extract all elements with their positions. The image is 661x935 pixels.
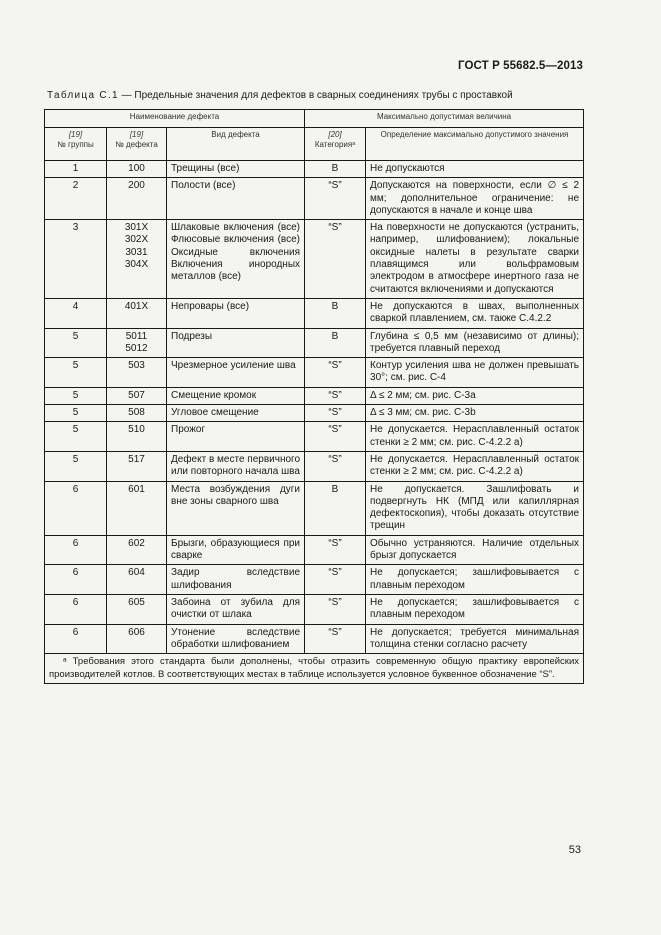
defect-code: 5012 (125, 342, 148, 354)
cell-defect-type: Забоина от зубила для очистки от шлака (167, 594, 305, 624)
group-header-max-value: Максимально допустимая величина (305, 110, 584, 128)
standard-code: ГОСТ Р 55682.5—2013 (458, 60, 583, 72)
defect-code: 508 (128, 407, 145, 419)
cell-defect-codes (107, 422, 167, 452)
cell-defect-type: Дефект в месте первичного или повторного начала шва (167, 451, 305, 481)
defect-code: 5011 (125, 330, 148, 342)
cell-defect-type: Шлаковые включения (все) Флюсовые включения (все) Оксидные включения Включения инородных металлов (все) (167, 220, 305, 299)
defect-code: 302X (124, 234, 149, 246)
table-row (45, 178, 584, 220)
col-header-category-label: Категорияᵃ (314, 140, 356, 149)
table-row (45, 358, 584, 388)
cell-group-number: 5 (45, 405, 107, 422)
cell-requirement: Не допускается. Нерасплавленный остаток стенки ≥ 2 мм; см. рис. С-4.2.2 а) (366, 422, 584, 452)
cell-group-number: 6 (45, 535, 107, 565)
col-header-group-ref: [19] (68, 130, 83, 139)
cell-defect-codes (107, 161, 167, 178)
cell-requirement: Не допускается. Нерасплавленный остаток стенки ≥ 2 мм; см. рис. С-4.2.2 а) (366, 451, 584, 481)
cell-requirement: Δ ≤ 2 мм; см. рис. С-3а (366, 387, 584, 404)
defect-code: 3031 (125, 246, 148, 258)
cell-requirement: Обычно устраняются. Наличие отдельных брызг допускается (366, 535, 584, 565)
cell-requirement: Не допускаются (366, 161, 584, 178)
table-row (45, 220, 584, 299)
col-header-category (305, 128, 366, 161)
cell-group-number: 5 (45, 328, 107, 358)
cell-defect-type: Трещины (все) (167, 161, 305, 178)
table-row (45, 298, 584, 328)
cell-group-number: 5 (45, 387, 107, 404)
col-header-group-label: № группы (57, 140, 94, 149)
cell-category: B (305, 481, 366, 535)
table-caption-lead: Таблица С.1 (47, 90, 119, 101)
cell-defect-codes (107, 220, 167, 299)
table-row (45, 387, 584, 404)
cell-requirement: На поверхности не допускаются (устранить, например, шлифованием); локальные оксидные налеты в результате сварки плавящимся или вольфрамовым электродом в атмосфере инертного газа не считаются включениями и допускаются (366, 220, 584, 299)
cell-defect-codes (107, 405, 167, 422)
defect-code: 605 (128, 596, 145, 608)
cell-defect-codes (107, 481, 167, 535)
table-caption (47, 90, 513, 101)
cell-category: “S” (305, 220, 366, 299)
table-row (45, 451, 584, 481)
cell-category: B (305, 161, 366, 178)
cell-requirement: Δ ≤ 3 мм; см. рис. С-3b (366, 405, 584, 422)
cell-requirement: Не допускается. Зашлифовать и подвергнуть НК (МПД или капиллярная дефектоскопия), чтобы доказать отсутствие трещин (366, 481, 584, 535)
table-row (45, 328, 584, 358)
cell-requirement: Не допускаются в швах, выполненных сваркой плавлением, см. также С.4.2.2 (366, 298, 584, 328)
cell-defect-type: Чрезмерное усиление шва (167, 358, 305, 388)
cell-category: “S” (305, 405, 366, 422)
group-header-row (45, 110, 584, 128)
defect-code: 503 (128, 360, 145, 372)
cell-group-number: 6 (45, 565, 107, 595)
cell-category: B (305, 328, 366, 358)
cell-category: “S” (305, 178, 366, 220)
cell-group-number: 6 (45, 594, 107, 624)
defect-code: 401X (124, 300, 149, 312)
defect-code: 601 (128, 483, 145, 495)
cell-group-number: 4 (45, 298, 107, 328)
cell-defect-codes (107, 328, 167, 358)
cell-defect-type: Брызги, образующиеся при сварке (167, 535, 305, 565)
cell-defect-codes (107, 565, 167, 595)
cell-defect-type: Непровары (все) (167, 298, 305, 328)
footnote-row (45, 654, 584, 684)
table-row (45, 535, 584, 565)
defect-code: 200 (128, 180, 145, 192)
cell-group-number: 5 (45, 358, 107, 388)
group-header-defect-name: Наименование дефекта (45, 110, 305, 128)
cell-group-number: 5 (45, 451, 107, 481)
cell-requirement: Не допускается; зашлифовывается с плавным переходом (366, 565, 584, 595)
cell-defect-codes (107, 358, 167, 388)
cell-defect-type: Подрезы (167, 328, 305, 358)
defect-code: 606 (128, 626, 145, 638)
cell-group-number: 3 (45, 220, 107, 299)
cell-defect-type: Утонение вследствие обработки шлифованием (167, 624, 305, 654)
defect-code: 301X (124, 222, 149, 234)
cell-defect-codes (107, 387, 167, 404)
cell-requirement: Не допускается; зашлифовывается с плавным переходом (366, 594, 584, 624)
cell-defect-type: Полости (все) (167, 178, 305, 220)
cell-defect-codes (107, 298, 167, 328)
cell-defect-codes (107, 178, 167, 220)
table-footnote (45, 654, 584, 684)
defect-code: 100 (128, 163, 145, 174)
table-row (45, 481, 584, 535)
cell-category: “S” (305, 594, 366, 624)
cell-defect-type: Места возбуждения дуги вне зоны сварного шва (167, 481, 305, 535)
cell-category: “S” (305, 358, 366, 388)
cell-requirement: Не допускается; требуется минимальная толщина стенки согласно расчету (366, 624, 584, 654)
table-row (45, 405, 584, 422)
table-row (45, 422, 584, 452)
cell-group-number: 5 (45, 422, 107, 452)
cell-group-number: 6 (45, 624, 107, 654)
defect-code: 507 (128, 389, 145, 401)
cell-group-number: 2 (45, 178, 107, 220)
defect-code: 510 (128, 424, 145, 436)
table-row (45, 565, 584, 595)
cell-category: “S” (305, 422, 366, 452)
col-header-code (107, 128, 167, 161)
cell-defect-type: Задир вследствие шлифования (167, 565, 305, 595)
defect-code: 517 (128, 453, 145, 465)
col-header-type: Вид дефекта (167, 128, 305, 161)
cell-defect-type: Смещение кромок (167, 387, 305, 404)
cell-defect-type: Угловое смещение (167, 405, 305, 422)
cell-group-number: 6 (45, 481, 107, 535)
defect-code: 604 (128, 567, 145, 579)
col-header-code-label: № дефекта (115, 140, 158, 149)
page-number: 53 (568, 844, 581, 856)
cell-category: “S” (305, 565, 366, 595)
defects-table (44, 109, 584, 684)
cell-group-number: 1 (45, 161, 107, 178)
cell-category: “S” (305, 624, 366, 654)
table-row (45, 161, 584, 178)
cell-defect-codes (107, 535, 167, 565)
cell-category: B (305, 298, 366, 328)
defect-code: 304X (124, 259, 149, 271)
footnote-text: ᵃ Требования этого стандарта были дополнены, чтобы отразить современную общую практику европейских производителей котлов. В соответствующих местах в таблице используется условное буквенное обозначение “S”. (49, 656, 580, 680)
table-caption-text: — Предельные значения для дефектов в сварных соединениях трубы с проставкой (118, 90, 513, 101)
cell-defect-type: Прожог (167, 422, 305, 452)
cell-category: “S” (305, 535, 366, 565)
table-row (45, 594, 584, 624)
table-row (45, 624, 584, 654)
cell-defect-codes (107, 451, 167, 481)
defect-code: 602 (128, 537, 145, 549)
col-header-group (45, 128, 107, 161)
cell-requirement: Контур усиления шва не должен превышать 30°; см. рис. С-4 (366, 358, 584, 388)
cell-defect-codes (107, 594, 167, 624)
cell-category: “S” (305, 451, 366, 481)
cell-category: “S” (305, 387, 366, 404)
cell-requirement: Допускаются на поверхности, если ∅ ≤ 2 мм; дополнительное ограничение: не допускаются в начале и конце шва (366, 178, 584, 220)
column-header-row (45, 128, 584, 161)
cell-defect-codes (107, 624, 167, 654)
col-header-category-ref: [20] (328, 130, 342, 139)
col-header-code-ref: [19] (129, 130, 144, 139)
col-header-requirement: Определение максимально допустимого значения (366, 128, 584, 161)
cell-requirement: Глубина ≤ 0,5 мм (независимо от длины); требуется плавный переход (366, 328, 584, 358)
